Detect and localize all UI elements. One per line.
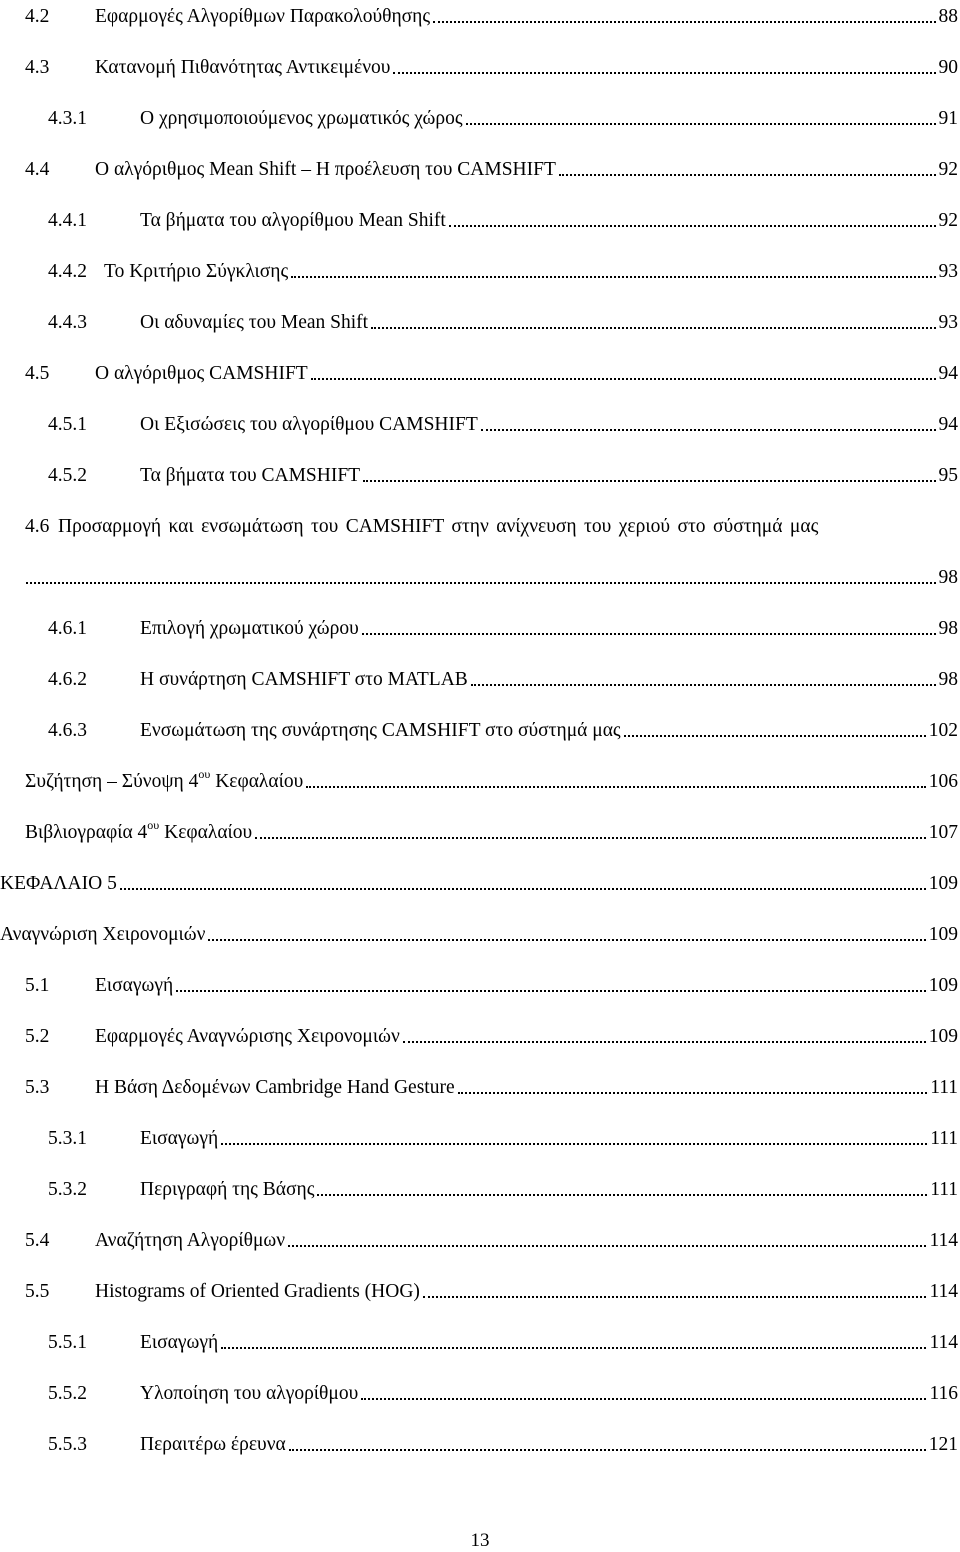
toc-title: Οι αδυναμίες του Mean Shift: [140, 312, 369, 333]
toc-title: Ο χρησιμοποιούμενος χρωματικός χώρος: [140, 108, 463, 129]
toc-entry[interactable]: [0, 918, 958, 946]
toc-page: 98: [938, 567, 958, 588]
toc-page: 107: [928, 822, 958, 843]
toc-entry[interactable]: [0, 153, 958, 181]
toc-page: 114: [929, 1230, 958, 1251]
toc-entry[interactable]: [0, 408, 958, 436]
toc-title: Εφαρμογές Αλγορίθμων Παρακολούθησης: [95, 6, 431, 27]
toc-title: Εισαγωγή: [140, 1332, 219, 1353]
toc-entry[interactable]: [0, 816, 958, 844]
toc-number: 5.5.3: [48, 1434, 87, 1455]
toc-page: 93: [938, 261, 958, 282]
toc-page: 91: [938, 108, 958, 129]
toc-entry[interactable]: [0, 867, 958, 895]
dot-leader: [176, 990, 926, 992]
toc-entry[interactable]: [0, 663, 958, 691]
toc-page: 93: [938, 312, 958, 333]
toc-number: 5.1: [25, 975, 50, 996]
toc-page: 116: [929, 1383, 958, 1404]
dot-leader: [317, 1194, 927, 1196]
toc-number: 4.4.3: [48, 312, 87, 333]
toc-number: 4.6.1: [48, 618, 87, 639]
toc-title: Προσαρμογή και ενσωμάτωση του CAMSHIFT στην ανίχνευση του χεριού στο σύστημά μας: [58, 516, 819, 537]
toc-entry[interactable]: [0, 357, 958, 385]
dot-leader: [449, 225, 936, 227]
toc-title: Η συνάρτηση CAMSHIFT στο MATLAB: [140, 669, 468, 690]
toc-title: Το Κριτήριο Σύγκλισης: [104, 261, 289, 282]
toc-title: Αναζήτηση Αλγορίθμων: [95, 1230, 286, 1251]
toc-entry[interactable]: [0, 204, 958, 232]
toc-number: 4.6.3: [48, 720, 87, 741]
toc-number: 4.2: [25, 6, 50, 27]
toc-number: 4.6: [25, 516, 50, 537]
toc-title: Περιγραφή της Βάσης: [140, 1179, 315, 1200]
toc-number: 4.5.1: [48, 414, 87, 435]
dot-leader: [255, 837, 926, 839]
toc-page: 92: [938, 210, 958, 231]
toc-title: Επιλογή χρωματικού χώρου: [140, 618, 359, 639]
toc-page: 98: [938, 618, 958, 639]
toc-entry[interactable]: [0, 765, 958, 793]
toc-number: 4.6.2: [48, 669, 87, 690]
toc-page: 114: [929, 1281, 958, 1302]
dot-leader: [362, 633, 936, 635]
toc-title-text: Βιβλιογραφία 4: [25, 822, 148, 843]
toc-entry-second-line: [0, 561, 958, 589]
dot-leader: [481, 429, 936, 431]
toc-page: 102: [928, 720, 958, 741]
toc-title: [25, 767, 304, 793]
dot-leader: [221, 1143, 927, 1145]
dot-leader: [221, 1347, 926, 1349]
dot-leader: [559, 174, 936, 176]
toc-entry[interactable]: [0, 1377, 958, 1405]
toc-title: Τα βήματα του CAMSHIFT: [140, 465, 361, 486]
toc-entry[interactable]: [0, 714, 958, 742]
ordinal-superscript: ου: [147, 818, 160, 832]
dot-leader: [306, 786, 925, 788]
toc-entry[interactable]: [0, 1122, 958, 1150]
dot-leader: [120, 888, 926, 890]
toc-number: 4.5: [25, 363, 50, 384]
toc-title: Histograms of Oriented Gradients (HOG): [95, 1281, 420, 1302]
toc-number: 5.3: [25, 1077, 50, 1098]
toc-page: 111: [930, 1128, 958, 1149]
toc-number: 5.5.1: [48, 1332, 87, 1353]
toc-entry[interactable]: [0, 1071, 958, 1099]
toc-number: 5.5.2: [48, 1383, 87, 1404]
toc-number: 5.3.1: [48, 1128, 87, 1149]
toc-number: 4.3: [25, 57, 50, 78]
dot-leader: [208, 939, 925, 941]
toc-page: 109: [928, 873, 958, 894]
dot-leader: [423, 1296, 927, 1298]
toc-title: Εισαγωγή: [140, 1128, 219, 1149]
toc-title: Ενσωμάτωση της συνάρτησης CAMSHIFT στο σύστημά μας: [140, 720, 621, 741]
dot-leader: [311, 378, 936, 380]
toc-entry[interactable]: [0, 1275, 958, 1303]
toc-entry[interactable]: [0, 612, 958, 640]
toc-page: 98: [938, 669, 958, 690]
toc-title: [25, 818, 253, 844]
toc-entry[interactable]: [0, 255, 958, 283]
toc-page: 94: [938, 363, 958, 384]
toc-entry[interactable]: [0, 969, 958, 997]
toc-number: 5.3.2: [48, 1179, 87, 1200]
toc-page: 90: [938, 57, 958, 78]
toc-title: Τα βήματα του αλγορίθμου Mean Shift: [140, 210, 446, 231]
dot-leader: [363, 480, 935, 482]
dot-leader: [26, 582, 936, 584]
dot-leader: [466, 123, 936, 125]
toc-page: 106: [928, 771, 958, 792]
dot-leader: [361, 1398, 926, 1400]
toc-title: Οι Εξισώσεις του αλγορίθμου CAMSHIFT: [140, 414, 478, 435]
toc-page: 88: [938, 6, 958, 27]
toc-page: 109: [928, 924, 958, 945]
toc-title-text: Κεφαλαίου: [210, 771, 304, 792]
dot-leader: [624, 735, 926, 737]
toc-number: 4.4.2: [48, 261, 87, 282]
toc-number: 5.4: [25, 1230, 50, 1251]
toc-entry[interactable]: [0, 51, 958, 79]
page-number: 13: [470, 1530, 490, 1551]
dot-leader: [403, 1041, 926, 1043]
toc-title: Ο αλγόριθμος Mean Shift – Η προέλευση του CAMSHIFT: [95, 159, 556, 180]
toc-entry-first-line: [25, 510, 960, 538]
toc-page: 109: [928, 1026, 958, 1047]
dot-leader: [289, 1449, 926, 1451]
toc-entry[interactable]: [0, 1224, 958, 1252]
dot-leader: [393, 72, 935, 74]
toc-number: 5.5: [25, 1281, 50, 1302]
dot-leader: [458, 1092, 928, 1094]
toc-page: 92: [938, 159, 958, 180]
dot-leader: [471, 684, 936, 686]
dot-leader: [288, 1245, 926, 1247]
toc-entry[interactable]: [0, 459, 958, 487]
ordinal-superscript: ου: [198, 767, 211, 781]
toc-entry[interactable]: [0, 102, 958, 130]
toc-title-text: Κεφαλαίου: [159, 822, 253, 843]
toc-entry[interactable]: [0, 1020, 958, 1048]
toc-title: Κατανομή Πιθανότητας Αντικειμένου: [95, 57, 391, 78]
toc-entry[interactable]: [0, 1326, 958, 1354]
dot-leader: [291, 276, 935, 278]
toc-number: 4.5.2: [48, 465, 87, 486]
toc-title: ΚΕΦΑΛΑΙΟ 5: [0, 873, 117, 894]
toc-page: 111: [930, 1077, 958, 1098]
toc-page: 114: [929, 1332, 958, 1353]
dot-leader: [371, 327, 935, 329]
toc-page: 95: [938, 465, 958, 486]
toc-page: 94: [938, 414, 958, 435]
toc-title: Περαιτέρω έρευνα: [140, 1434, 286, 1455]
toc-entry[interactable]: [0, 0, 958, 28]
toc-page: 109: [928, 975, 958, 996]
toc-title: Ο αλγόριθμος CAMSHIFT: [95, 363, 308, 384]
toc-page: 121: [928, 1434, 958, 1455]
toc-entry[interactable]: [0, 1173, 958, 1201]
toc-number: 4.4.1: [48, 210, 87, 231]
toc-title: Εισαγωγή: [95, 975, 174, 996]
toc-entry[interactable]: [0, 1428, 958, 1456]
toc-title: Υλοποίηση του αλγορίθμου: [140, 1383, 359, 1404]
toc-number: 5.2: [25, 1026, 50, 1047]
toc-title: Εφαρμογές Αναγνώρισης Χειρονομιών: [95, 1026, 400, 1047]
toc-title: Η Βάση Δεδομένων Cambridge Hand Gesture: [95, 1077, 455, 1098]
toc-page: 111: [930, 1179, 958, 1200]
toc-entry[interactable]: [0, 306, 958, 334]
toc-number: 4.4: [25, 159, 50, 180]
toc-number: 4.3.1: [48, 108, 87, 129]
toc-title: Αναγνώριση Χειρονομιών: [0, 924, 206, 945]
toc-title-text: Συζήτηση – Σύνοψη 4: [25, 771, 199, 792]
dot-leader: [433, 21, 935, 23]
